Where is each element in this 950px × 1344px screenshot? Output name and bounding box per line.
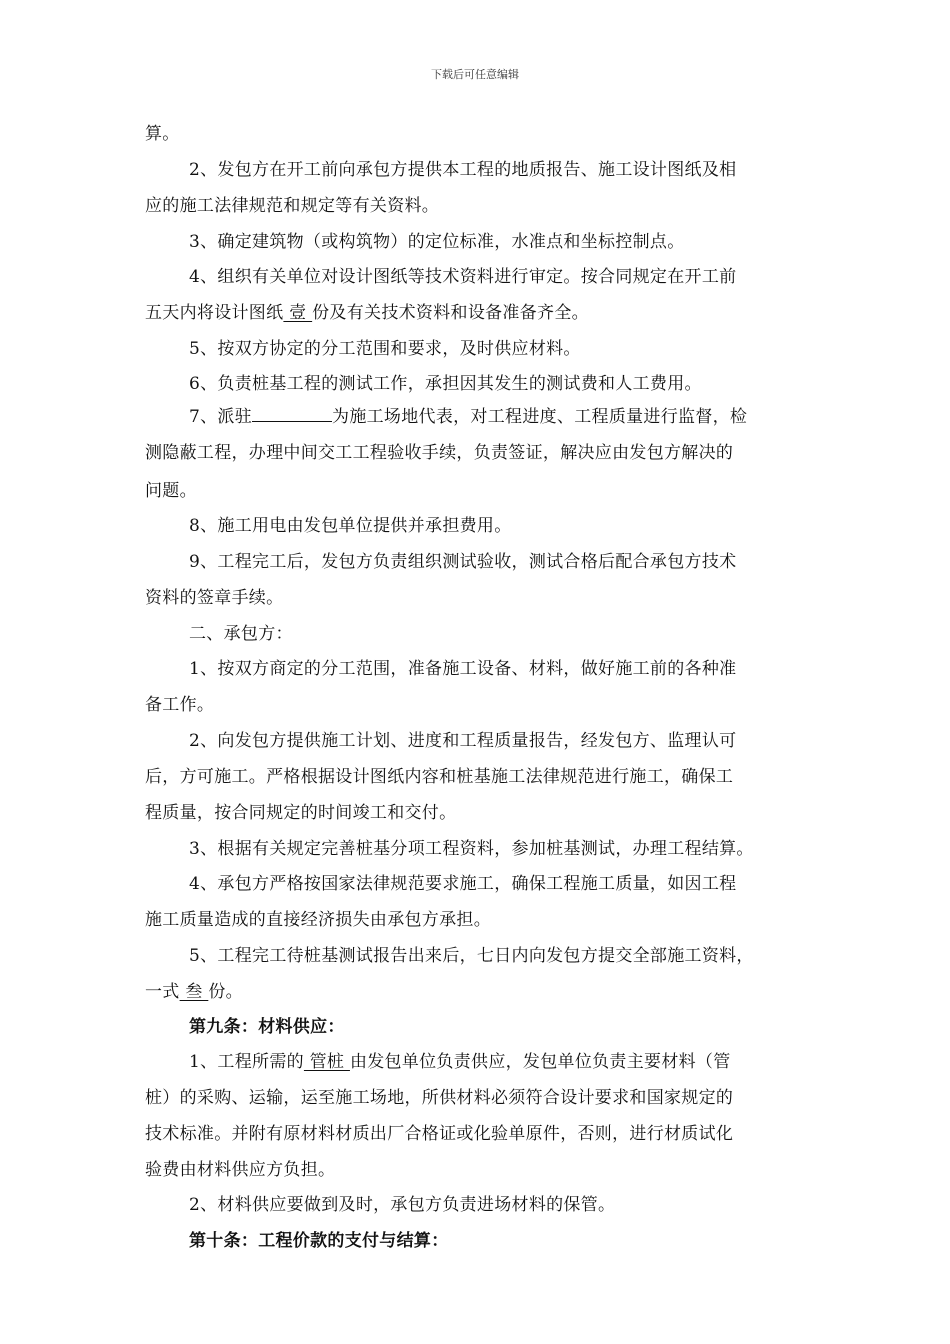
filled-blank: 管桩 <box>303 1052 350 1072</box>
text-line: 验费由材料供应方负担。 <box>145 1160 336 1180</box>
article-heading: 第十条：工程价款的支付与结算： <box>189 1231 449 1251</box>
text-segment: 份及有关技术资料和设备准备齐全。 <box>312 303 589 323</box>
text-line: 6、负责桩基工程的测试工作，承担因其发生的测试费和人工费用。 <box>189 374 702 394</box>
article-heading: 第九条：材料供应： <box>189 1017 345 1037</box>
text-segment: 为施工场地代表，对工程进度、工程质量进行监督，检 <box>332 407 748 427</box>
text-segment: 1、工程所需的 <box>189 1052 304 1072</box>
text-line: 2、发包方在开工前向承包方提供本工程的地质报告、施工设计图纸及相 <box>189 160 737 180</box>
text-line: 应的施工法律规范和规定等有关资料。 <box>145 196 440 216</box>
text-line: 5、按双方协定的分工范围和要求，及时供应材料。 <box>189 339 581 359</box>
text-line: 3、根据有关规定完善桩基分项工程资料，参加桩基测试，办理工程结算。 <box>189 839 754 859</box>
text-line: 2、材料供应要做到及时，承包方负责进场材料的保管。 <box>189 1195 616 1215</box>
text-line: 桩）的采购、运输，运至施工场地，所供材料必须符合设计要求和国家规定的 <box>145 1088 734 1108</box>
text-line: 5、工程完工待桩基测试报告出来后，七日内向发包方提交全部施工资料， <box>189 946 754 966</box>
text-line: 8、施工用电由发包单位提供并承担费用。 <box>189 516 512 536</box>
text-line: 算。 <box>145 124 180 144</box>
text-line: 后，方可施工。严格根据设计图纸内容和桩基施工法律规范进行施工，确保工 <box>145 767 734 787</box>
text-line: 3、确定建筑物（或构筑物）的定位标准，水准点和坐标控制点。 <box>189 232 685 252</box>
text-line: 测隐蔽工程，办理中间交工工程验收手续，负责签证，解决应由发包方解决的 <box>145 443 734 463</box>
text-line: 1、按双方商定的分工范围，准备施工设备、材料，做好施工前的各种准 <box>189 659 737 679</box>
text-line <box>189 1050 731 1074</box>
text-line: 施工质量造成的直接经济损失由承包方承担。 <box>145 910 491 930</box>
page-header: 下载后可任意编辑 <box>431 68 519 81</box>
text-line <box>145 301 589 325</box>
empty-blank <box>252 405 332 422</box>
text-line: 4、承包方严格按国家法律规范要求施工，确保工程施工质量，如因工程 <box>189 874 737 894</box>
section-heading: 二、承包方： <box>189 624 293 644</box>
text-line: 资料的签章手续。 <box>145 588 284 608</box>
filled-blank: 壹 <box>283 303 313 323</box>
text-segment: 一式 <box>145 982 180 1002</box>
text-line <box>145 980 243 1004</box>
text-segment: 份。 <box>208 982 243 1002</box>
text-line: 9、工程完工后，发包方负责组织测试验收，测试合格后配合承包方技术 <box>189 552 737 572</box>
text-line: 4、组织有关单位对设计图纸等技术资料进行审定。按合同规定在开工前 <box>189 267 737 287</box>
filled-blank: 叁 <box>179 982 209 1002</box>
text-line: 问题。 <box>145 481 197 501</box>
text-line: 备工作。 <box>145 695 215 715</box>
text-line: 2、向发包方提供施工计划、进度和工程质量报告，经发包方、监理认可 <box>189 731 737 751</box>
text-segment: 7、派驻 <box>189 407 253 427</box>
text-line: 程质量，按合同规定的时间竣工和交付。 <box>145 803 457 823</box>
text-segment: 五天内将设计图纸 <box>145 303 284 323</box>
text-segment: 由发包单位负责供应，发包单位负责主要材料（管 <box>349 1052 731 1072</box>
text-line: 技术标准。并附有原材料材质出厂合格证或化验单原件，否则，进行材质试化 <box>145 1124 734 1144</box>
text-line <box>189 405 747 429</box>
